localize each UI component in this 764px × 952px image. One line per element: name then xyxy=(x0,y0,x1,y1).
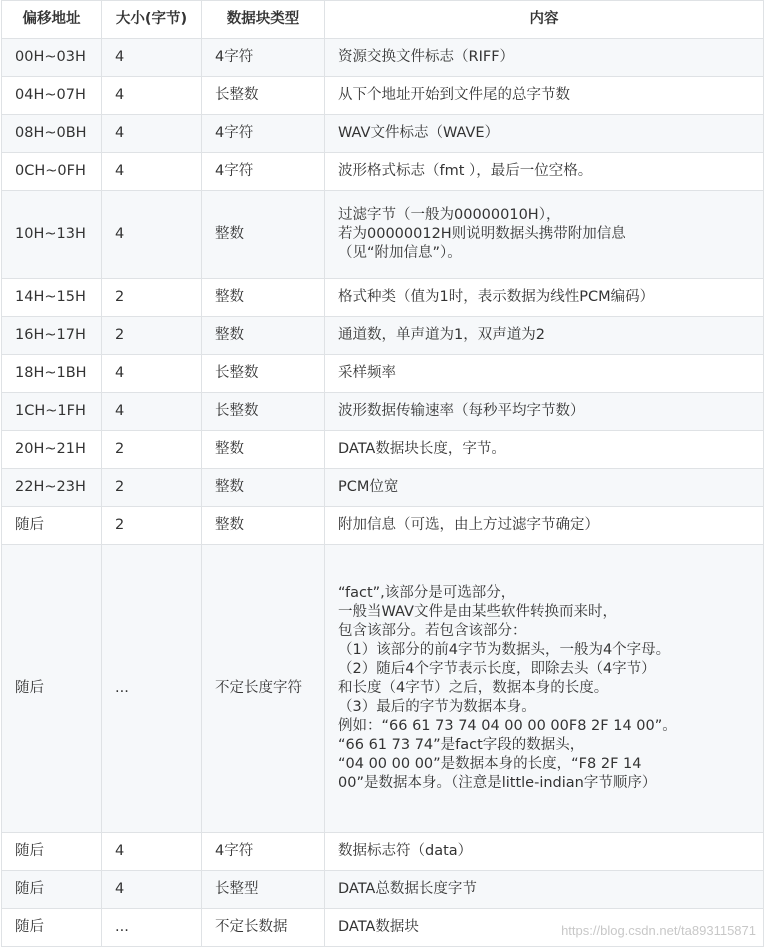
cell-size: ... xyxy=(102,909,202,947)
table-row xyxy=(2,393,764,431)
content-line: 过滤字节（一般为00000010H）， xyxy=(338,207,561,223)
content-line: 若为00000012H则说明数据头携带附加信息 xyxy=(338,226,626,242)
cell-size: 4 xyxy=(102,355,202,393)
table-row xyxy=(2,833,764,871)
content-line: 格式种类（值为1时，表示数据为线性PCM编码） xyxy=(338,289,655,305)
content-line: 数据标志符（data） xyxy=(338,843,473,859)
content-line: 一般当WAV文件是由某些软件转换而来时， xyxy=(338,604,617,620)
cell-type: 不定长度字符 xyxy=(202,545,325,833)
cell-type: 长整数 xyxy=(202,355,325,393)
header-content: 内容 xyxy=(325,1,764,39)
cell-size: 2 xyxy=(102,279,202,317)
cell-size: 4 xyxy=(102,115,202,153)
content-line: “fact”,该部分是可选部分， xyxy=(338,585,516,601)
cell-content xyxy=(325,507,764,545)
cell-offset: 1CH~1FH xyxy=(2,393,102,431)
content-line: （2）随后4个字节表示长度，即除去头（4字节） xyxy=(338,661,656,677)
content-line: 和长度（4字节）之后，数据本身的长度。 xyxy=(338,680,609,696)
content-line: 附加信息（可选，由上方过滤字节确定） xyxy=(338,517,599,533)
cell-type: 长整数 xyxy=(202,393,325,431)
table-row xyxy=(2,507,764,545)
cell-content xyxy=(325,39,764,77)
cell-content xyxy=(325,153,764,191)
cell-size: 2 xyxy=(102,469,202,507)
content-line: DATA数据块 xyxy=(338,919,419,935)
cell-type: 整数 xyxy=(202,317,325,355)
cell-size: 2 xyxy=(102,431,202,469)
content-line: 包含该部分。若包含该部分： xyxy=(338,623,527,639)
cell-content xyxy=(325,355,764,393)
cell-type: 不定长数据 xyxy=(202,909,325,947)
cell-type: 4字符 xyxy=(202,833,325,871)
cell-size: 4 xyxy=(102,77,202,115)
content-line: （1）该部分的前4字节为数据头，一般为4个字母。 xyxy=(338,642,671,658)
cell-size: 4 xyxy=(102,191,202,279)
content-line: 采样频率 xyxy=(338,365,396,381)
cell-offset: 18H~1BH xyxy=(2,355,102,393)
cell-content xyxy=(325,545,764,833)
cell-type: 4字符 xyxy=(202,153,325,191)
content-line: 波形格式标志（fmt ），最后一位空格。 xyxy=(338,163,593,179)
content-line: “66 61 73 74”是fact字段的数据头， xyxy=(338,737,585,753)
cell-type: 长整数 xyxy=(202,77,325,115)
cell-type: 4字符 xyxy=(202,39,325,77)
table-row xyxy=(2,279,764,317)
content-line: DATA总数据长度字节 xyxy=(338,881,477,897)
content-line: （3）最后的字节为数据本身。 xyxy=(338,699,536,715)
cell-type: 整数 xyxy=(202,279,325,317)
watermark: https://blog.csdn.net/ta893115871 xyxy=(561,923,756,938)
table-row xyxy=(2,469,764,507)
wav-header-table xyxy=(1,0,764,947)
cell-offset: 16H~17H xyxy=(2,317,102,355)
cell-content xyxy=(325,833,764,871)
table-row xyxy=(2,871,764,909)
cell-content xyxy=(325,317,764,355)
table-row xyxy=(2,115,764,153)
content-line: （见“附加信息”）。 xyxy=(338,245,462,261)
cell-content xyxy=(325,871,764,909)
content-line: 波形数据传输速率（每秒平均字节数） xyxy=(338,403,585,419)
content-line: 从下个地址开始到文件尾的总字节数 xyxy=(338,87,570,103)
cell-content xyxy=(325,279,764,317)
cell-offset: 00H~03H xyxy=(2,39,102,77)
content-line: DATA数据块长度，字节。 xyxy=(338,441,506,457)
header-type: 数据块类型 xyxy=(202,1,325,39)
header-size: 大小(字节) xyxy=(102,1,202,39)
cell-offset: 随后 xyxy=(2,909,102,947)
cell-offset: 随后 xyxy=(2,871,102,909)
header-offset: 偏移地址 xyxy=(2,1,102,39)
content-line: 通道数，单声道为1，双声道为2 xyxy=(338,327,545,343)
cell-offset: 随后 xyxy=(2,833,102,871)
cell-content xyxy=(325,77,764,115)
content-line: PCM位宽 xyxy=(338,479,399,495)
cell-type: 长整型 xyxy=(202,871,325,909)
content-line: “04 00 00 00”是数据本身的长度，“F8 2F 14 xyxy=(338,756,642,772)
table-body xyxy=(2,39,764,947)
cell-type: 整数 xyxy=(202,507,325,545)
cell-size: ... xyxy=(102,545,202,833)
cell-content xyxy=(325,191,764,279)
cell-content xyxy=(325,393,764,431)
table-row xyxy=(2,355,764,393)
cell-content xyxy=(325,431,764,469)
table-header-row xyxy=(2,1,764,39)
content-line: 资源交换文件标志（RIFF） xyxy=(338,49,515,65)
cell-type: 4字符 xyxy=(202,115,325,153)
cell-content xyxy=(325,469,764,507)
table-row xyxy=(2,77,764,115)
table-row xyxy=(2,545,764,833)
cell-offset: 20H~21H xyxy=(2,431,102,469)
content-line: 例如：“66 61 73 74 04 00 00 00F8 2F 14 00”。 xyxy=(338,718,677,734)
cell-offset: 0CH~0FH xyxy=(2,153,102,191)
table-row xyxy=(2,191,764,279)
table-row xyxy=(2,317,764,355)
cell-type: 整数 xyxy=(202,191,325,279)
content-line: WAV文件标志（WAVE） xyxy=(338,125,500,141)
cell-offset: 08H~0BH xyxy=(2,115,102,153)
cell-content xyxy=(325,115,764,153)
cell-offset: 04H~07H xyxy=(2,77,102,115)
table-row xyxy=(2,153,764,191)
cell-offset: 10H~13H xyxy=(2,191,102,279)
cell-offset: 随后 xyxy=(2,507,102,545)
table-row xyxy=(2,431,764,469)
cell-size: 4 xyxy=(102,393,202,431)
cell-size: 4 xyxy=(102,871,202,909)
cell-size: 2 xyxy=(102,317,202,355)
cell-offset: 22H~23H xyxy=(2,469,102,507)
cell-size: 4 xyxy=(102,833,202,871)
cell-offset: 随后 xyxy=(2,545,102,833)
cell-size: 4 xyxy=(102,39,202,77)
cell-size: 4 xyxy=(102,153,202,191)
table-row xyxy=(2,39,764,77)
content-line: 00”是数据本身。（注意是little-indian字节顺序） xyxy=(338,775,657,791)
cell-offset: 14H~15H xyxy=(2,279,102,317)
cell-size: 2 xyxy=(102,507,202,545)
cell-type: 整数 xyxy=(202,469,325,507)
cell-type: 整数 xyxy=(202,431,325,469)
